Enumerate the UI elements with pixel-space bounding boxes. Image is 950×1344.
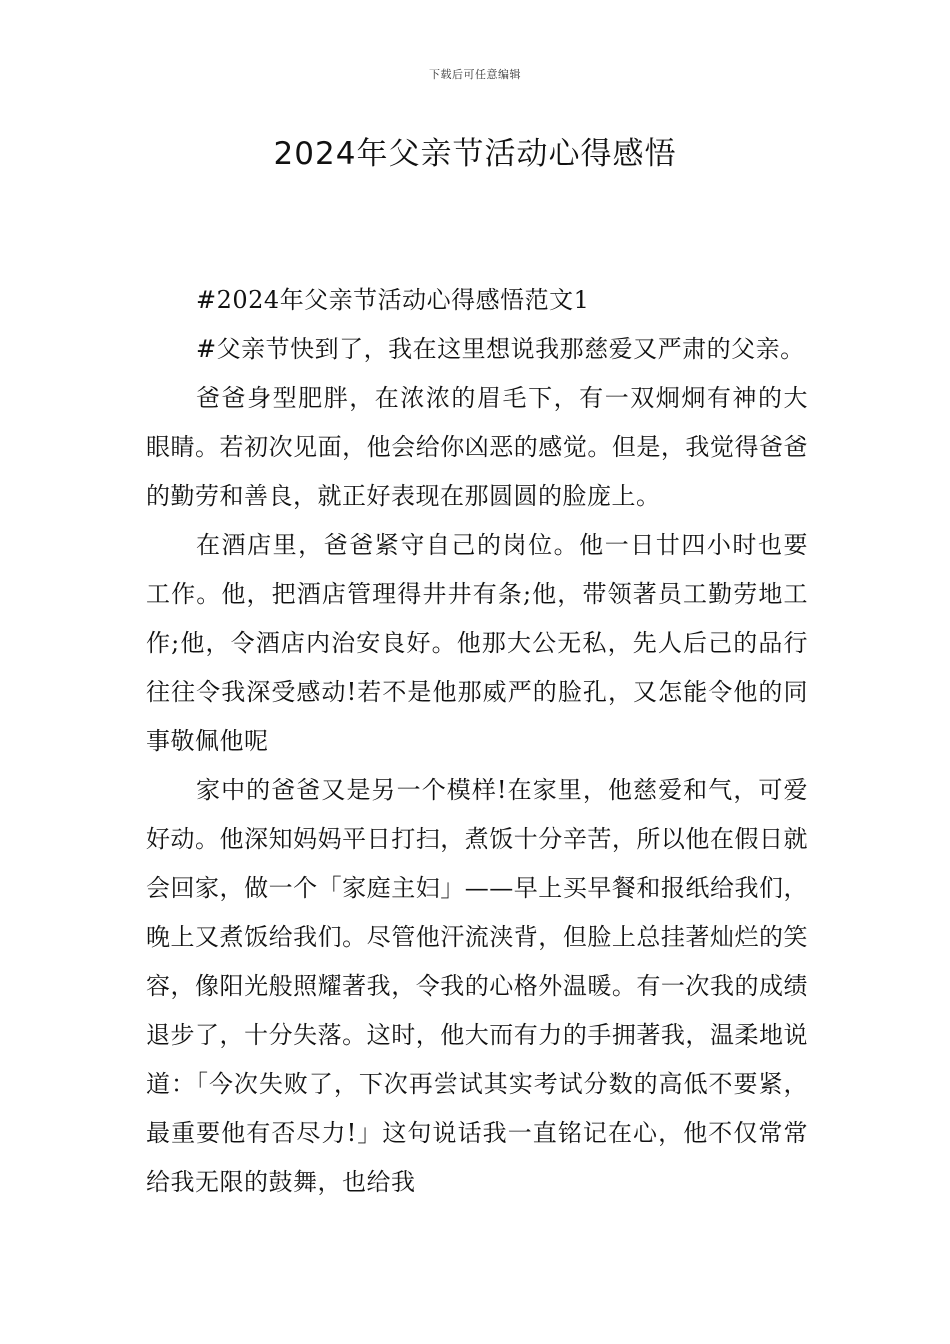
document-body: [146, 276, 808, 1207]
paragraph: #父亲节快到了，我在这里想说我那慈爱又严肃的父亲。: [196, 335, 805, 363]
paragraph: 家中的爸爸又是另一个模样!在家里，他慈爱和气，可爱好动。他深知妈妈平日打扫，煮饭十分辛苦，所以他在假日就会回家，做一个「家庭主妇」——早上买早餐和报纸给我们，晚上又煮饭给我们。尽管他汗流浃背，但脸上总挂著灿烂的笑容，像阳光般照耀著我，令我的心格外温暖。有一次我的成绩退步了，十分失落。这时，他大而有力的手拥著我，温柔地说道：「今次失败了，下次再尝试其实考试分数的高低不要紧，最重要他有否尽力!」这句说话我一直铭记在心，他不仅常常给我无限的鼓舞，也给我: [146, 776, 808, 1196]
paragraph: 爸爸身型肥胖，在浓浓的眉毛下，有一双炯炯有神的大眼睛。若初次见面，他会给你凶恶的感觉。但是，我觉得爸爸的勤劳和善良，就正好表现在那圆圆的脸庞上。: [146, 384, 808, 510]
paragraph-subtitle: #2024年父亲节活动心得感悟范文1: [196, 286, 590, 314]
document-title: 2024年父亲节活动心得感悟: [273, 136, 677, 172]
header-note: 下载后可任意编辑: [429, 68, 521, 81]
paragraph: 在酒店里，爸爸紧守自己的岗位。他一日廿四小时也要工作。他，把酒店管理得井井有条;他，带领著员工勤劳地工作;他，令酒店内治安良好。他那大公无私，先人后己的品行往往令我深受感动!若不是他那威严的脸孔，又怎能令他的同事敬佩他呢: [146, 531, 808, 755]
